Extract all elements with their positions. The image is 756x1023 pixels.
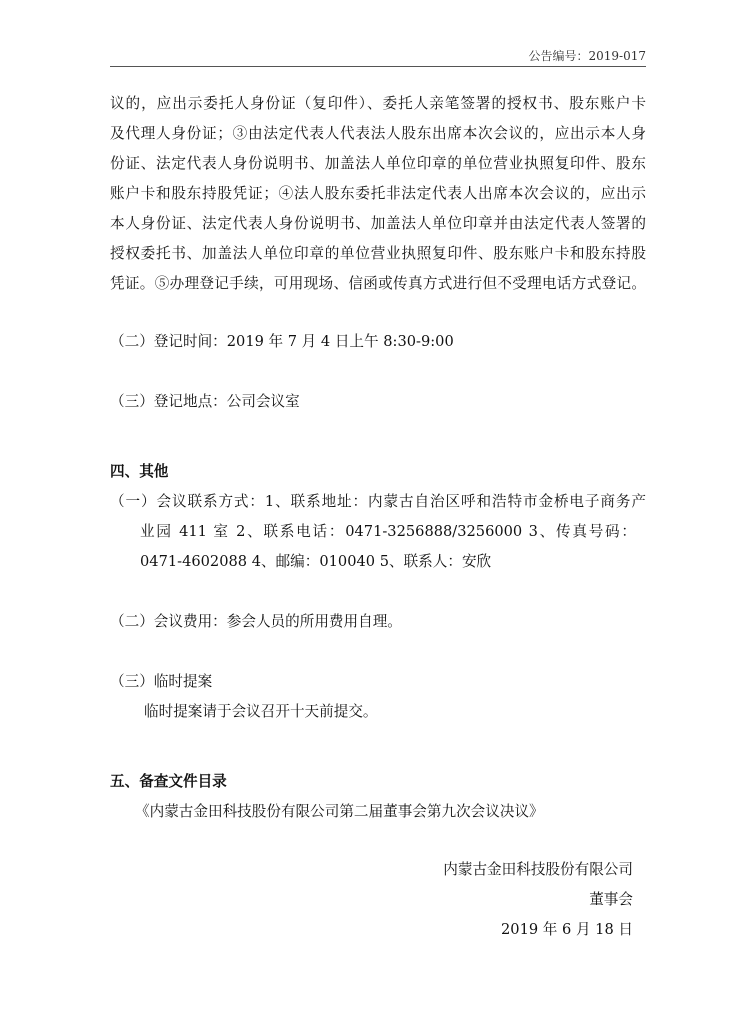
paragraph-line: 议的，应出示委托人身份证（复印件）、委托人亲笔签署的授权书、股东账户卡 [110, 95, 646, 112]
header-divider [110, 66, 646, 67]
reference-document: 《内蒙古金田科技股份有限公司第二届董事会第九次会议决议》 [135, 803, 544, 820]
section-heading-documents: 五、备查文件目录 [110, 773, 227, 790]
contact-line: （一）会议联系方式：1、联系地址：内蒙古自治区呼和浩特市金桥电子商务产 [110, 493, 646, 510]
temporary-proposal-text: 临时提案请于会议召开十天前提交。 [144, 703, 378, 720]
contact-line: 0471-4602088 4、邮编：010040 5、联系人：安欣 [140, 553, 492, 570]
paragraph-line: 份证、法定代表人身份说明书、加盖法人单位印章的单位营业执照复印件、股东 [110, 155, 646, 172]
meeting-expenses: （二）会议费用：参会人员的所用费用自理。 [110, 613, 402, 630]
registration-time: （二）登记时间：2019 年 7 月 4 日上午 8:30-9:00 [110, 333, 454, 350]
paragraph-line: 授权委托书、加盖法人单位印章的单位营业执照复印件、股东账户卡和股东持股 [110, 245, 646, 262]
announcement-number: 公告编号：2019-017 [528, 49, 646, 63]
paragraph-line: 及代理人身份证；③由法定代表人代表法人股东出席本次会议的，应出示本人身 [110, 125, 646, 142]
section-heading-other: 四、其他 [110, 463, 169, 480]
registration-place: （三）登记地点：公司会议室 [110, 393, 300, 410]
temporary-proposal-title: （三）临时提案 [110, 673, 213, 690]
signature-company: 内蒙古金田科技股份有限公司 [443, 861, 633, 878]
paragraph-line: 账户卡和股东持股凭证；④法人股东委托非法定代表人出席本次会议的，应出示 [110, 185, 646, 202]
signature-date: 2019 年 6 月 18 日 [501, 921, 633, 938]
paragraph-line: 本人身份证、法定代表人身份说明书、加盖法人单位印章并由法定代表人签署的 [110, 215, 646, 232]
contact-line: 业园 411 室 2、联系电话：0471-3256888/3256000 3、传真号码： [140, 523, 636, 540]
signature-board: 董事会 [589, 891, 633, 908]
paragraph-line: 凭证。⑤办理登记手续，可用现场、信函或传真方式进行但不受理电话方式登记。 [110, 275, 646, 292]
